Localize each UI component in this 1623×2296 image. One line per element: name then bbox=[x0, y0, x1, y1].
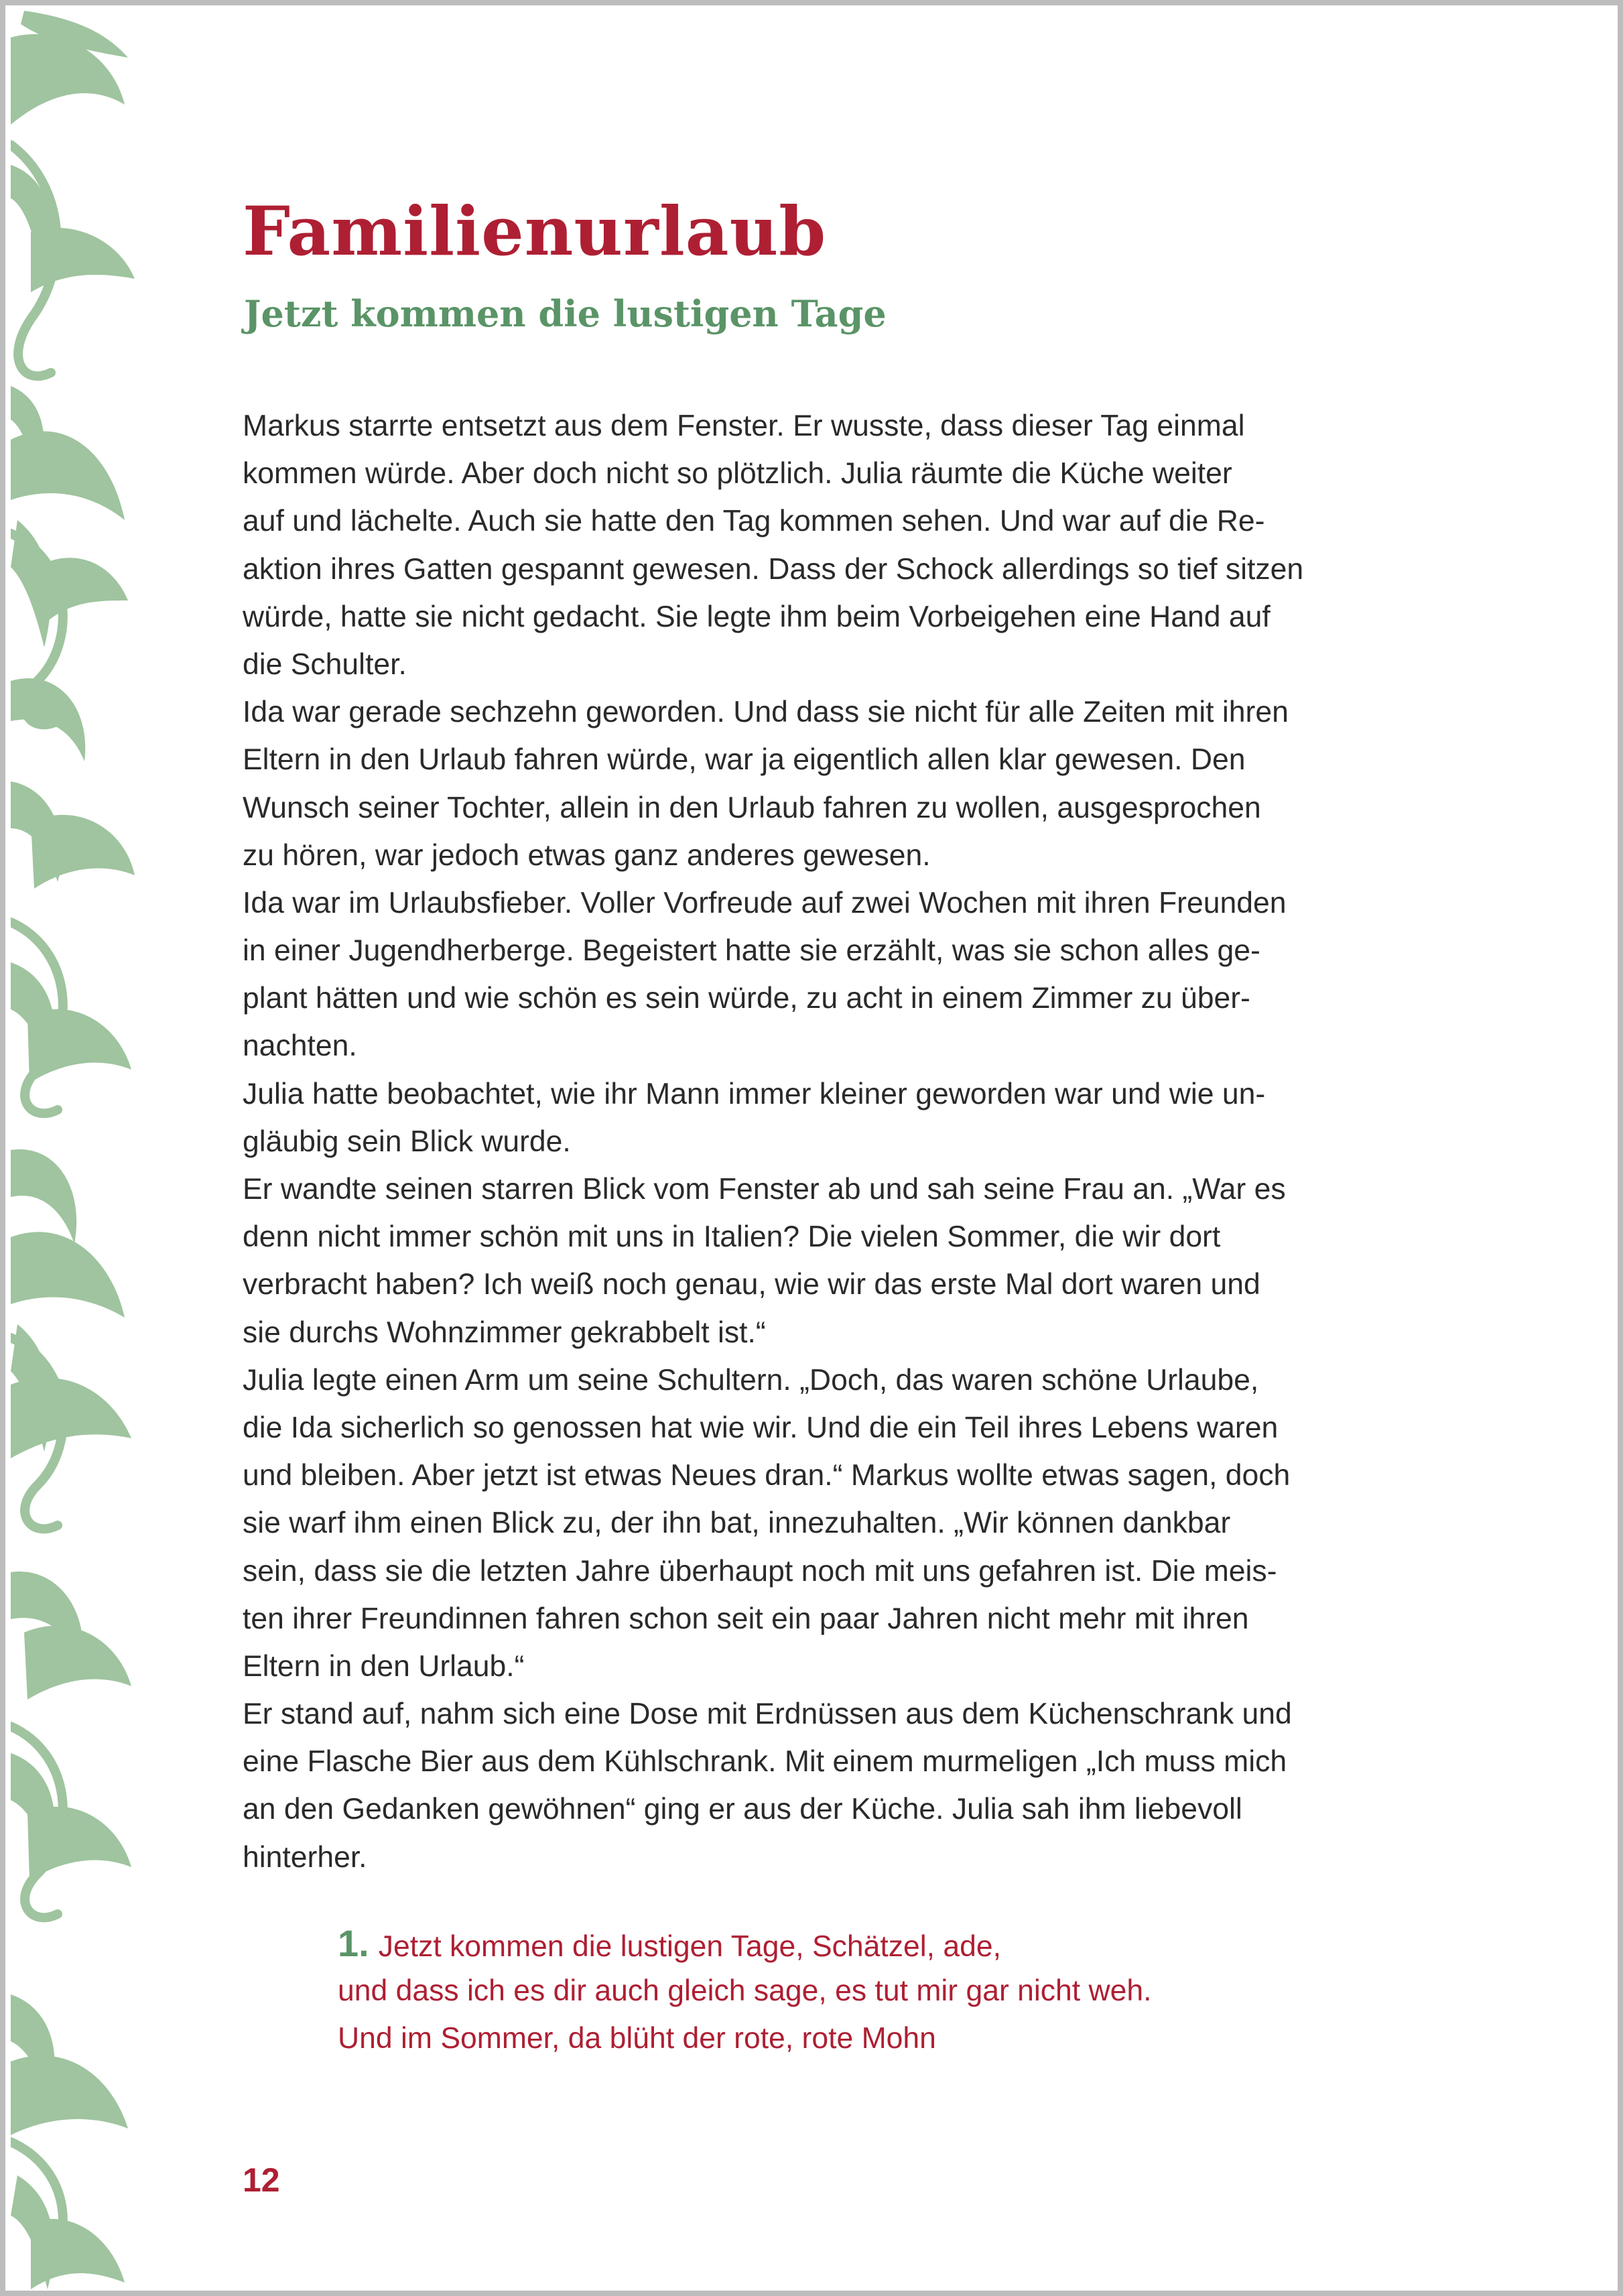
story-line: Markus starrte entsetzt aus dem Fenster. Er wusste, dass dieser Tag einmal bbox=[243, 409, 1245, 442]
verse-line: Und im Sommer, da blüht der rote, rote Mohn bbox=[338, 2022, 936, 2055]
story-line: sein, dass sie die letzten Jahre überhaupt noch mit uns gefahren ist. Die meis- bbox=[243, 1554, 1277, 1588]
verse-line bbox=[338, 1919, 1410, 1967]
verse-line-text: Jetzt kommen die lustigen Tage, Schätzel, ade, bbox=[378, 1930, 1001, 1963]
song-verse bbox=[338, 1919, 1410, 2062]
story-line: hinterher. bbox=[243, 1840, 367, 1874]
story-line: Julia legte einen Arm um seine Schultern. „Doch, das waren schöne Urlaube, bbox=[243, 1363, 1259, 1397]
story-line: in einer Jugendherberge. Begeistert hatte sie erzählt, was sie schon alles ge- bbox=[243, 934, 1260, 968]
story-line: Ida war gerade sechzehn geworden. Und dass sie nicht für alle Zeiten mit ihren bbox=[243, 696, 1289, 729]
story-line: sie durchs Wohnzimmer gekrabbelt ist.“ bbox=[243, 1316, 766, 1349]
story-line: sie warf ihm einen Blick zu, der ihn bat, innezuhalten. „Wir können dankbar bbox=[243, 1507, 1231, 1540]
story-line: würde, hatte sie nicht gedacht. Sie legte ihm beim Vorbeigehen eine Hand auf bbox=[243, 600, 1271, 633]
story-line: plant hätten und wie schön es sein würde, zu acht in einem Zimmer zu über- bbox=[243, 982, 1250, 1015]
story-line: Er wandte seinen starren Blick vom Fenster ab und sah seine Frau an. „War es bbox=[243, 1173, 1286, 1206]
story-line: eine Flasche Bier aus dem Kühlschrank. Mit einem murmeligen „Ich muss mich bbox=[243, 1745, 1287, 1779]
story-line: Eltern in den Urlaub fahren würde, war ja eigentlich allen klar gewesen. Den bbox=[243, 743, 1246, 777]
story-line: die Ida sicherlich so genossen hat wie wir. Und die ein Teil ihres Lebens waren bbox=[243, 1411, 1279, 1444]
story-line: zu hören, war jedoch etwas ganz anderes gewesen. bbox=[243, 838, 931, 872]
page-number: 12 bbox=[243, 2161, 280, 2199]
chapter-subtitle: Jetzt kommen die lustigen Tage bbox=[244, 292, 887, 335]
chapter-title: Familienurlaub bbox=[243, 192, 827, 271]
story-line: ten ihrer Freundinnen fahren schon seit ein paar Jahren nicht mehr mit ihren bbox=[243, 1602, 1249, 1635]
story-line: denn nicht immer schön mit uns in Italien? Die vielen Sommer, die wir dort bbox=[243, 1220, 1221, 1254]
story-line: Wunsch seiner Tochter, allein in den Urlaub fahren zu wollen, ausgesprochen bbox=[243, 791, 1261, 824]
story-line: an den Gedanken gewöhnen“ ging er aus der Küche. Julia sah ihm liebevoll bbox=[243, 1793, 1242, 1826]
story-line: auf und lächelte. Auch sie hatte den Tag kommen sehen. Und war auf die Re- bbox=[243, 505, 1265, 538]
story-line: verbracht haben? Ich weiß noch genau, wie wir das erste Mal dort waren und bbox=[243, 1268, 1260, 1301]
leaf-scroll-ornament-icon bbox=[11, 11, 145, 2296]
verse-line: und dass ich es dir auch gleich sage, es tut mir gar nicht weh. bbox=[338, 1974, 1152, 2007]
verse-number: 1. bbox=[338, 1922, 369, 1964]
story-line: gläubig sein Blick wurde. bbox=[243, 1125, 571, 1158]
story-line: und bleiben. Aber jetzt ist etwas Neues dran.“ Markus wollte etwas sagen, doch bbox=[243, 1459, 1291, 1492]
story-text bbox=[243, 402, 1368, 1881]
story-line: Ida war im Urlaubsfieber. Voller Vorfreude auf zwei Wochen mit ihren Freunden bbox=[243, 886, 1287, 919]
story-line: die Schulter. bbox=[243, 647, 407, 681]
story-line: kommen würde. Aber doch nicht so plötzlich. Julia räumte die Küche weiter bbox=[243, 457, 1232, 491]
story-line: nachten. bbox=[243, 1029, 357, 1063]
story-line: Julia hatte beobachtet, wie ihr Mann immer kleiner geworden war und wie un- bbox=[243, 1077, 1266, 1110]
story-line: Eltern in den Urlaub.“ bbox=[243, 1649, 525, 1683]
story-line: aktion ihres Gatten gespannt gewesen. Dass der Schock allerdings so tief sitzen bbox=[243, 552, 1304, 586]
story-line: Er stand auf, nahm sich eine Dose mit Erdnüssen aus dem Küchenschrank und bbox=[243, 1698, 1292, 1731]
